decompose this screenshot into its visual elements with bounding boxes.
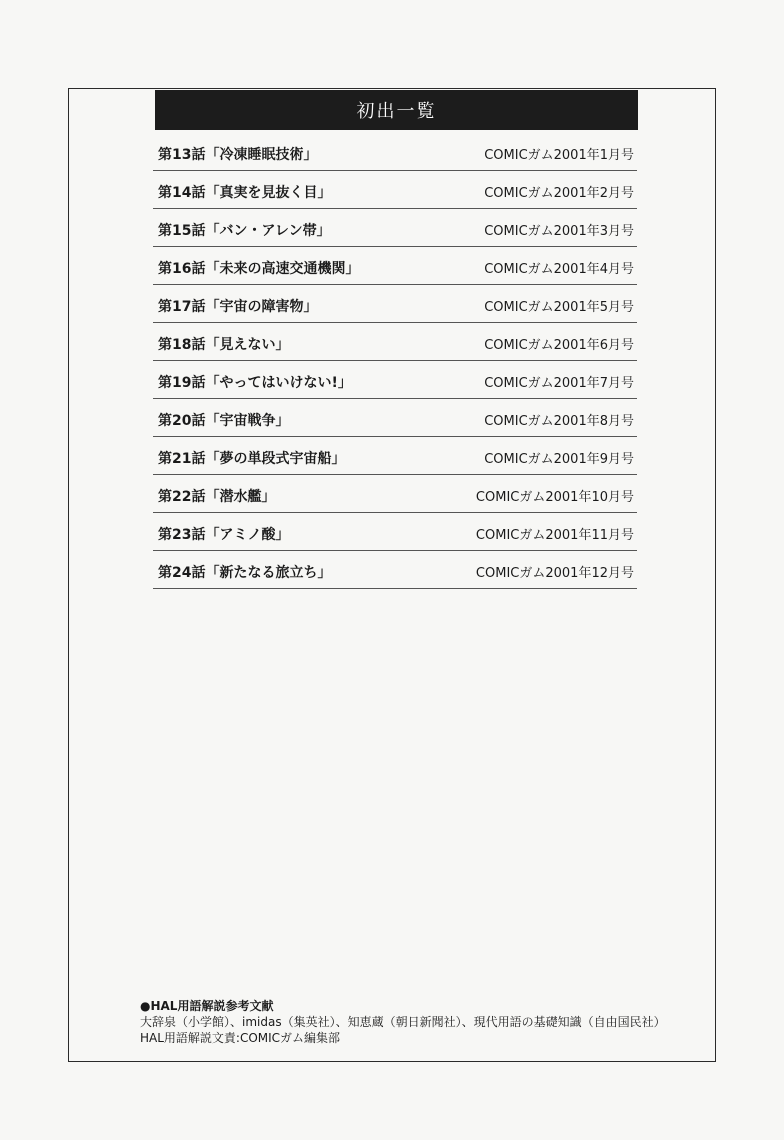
- publication-source: COMICガム2001年7月号: [484, 376, 634, 391]
- publication-source: COMICガム2001年12月号: [475, 566, 634, 581]
- references-credit: HAL用語解説文責:COMICガム編集部: [140, 1031, 341, 1045]
- publication-source: COMICガム2001年5月号: [484, 300, 634, 315]
- episode-title: 第23話「アミノ酸」: [158, 526, 290, 543]
- list-item: [153, 437, 637, 475]
- page-title: 初出一覧: [356, 101, 437, 122]
- publication-source: COMICガム2001年4月号: [484, 262, 634, 277]
- publication-source: COMICガム2001年10月号: [475, 490, 634, 505]
- episode-title: 第15話「バン・アレン帯」: [158, 222, 331, 239]
- publication-source: COMICガム2001年8月号: [484, 414, 634, 429]
- list-item: [153, 399, 637, 437]
- list-item: [153, 513, 637, 551]
- list-item: [153, 551, 637, 589]
- publication-source: COMICガム2001年3月号: [484, 224, 634, 239]
- episode-title: 第17話「宇宙の障害物」: [158, 298, 318, 315]
- episode-title: 第16話「未来の高速交通機関」: [158, 260, 360, 277]
- list-item: [153, 171, 637, 209]
- list-header: [155, 90, 638, 130]
- list-item: [153, 133, 637, 171]
- list-item: [153, 209, 637, 247]
- episode-title: 第13話「冷凍睡眠技術」: [158, 146, 318, 163]
- publication-source: COMICガム2001年1月号: [484, 148, 634, 163]
- publication-source: COMICガム2001年6月号: [484, 338, 634, 353]
- list-item: [153, 285, 637, 323]
- list-item: [153, 323, 637, 361]
- references-block: [140, 998, 700, 1046]
- episode-title: 第22話「潜水艦」: [158, 488, 276, 505]
- references-heading: ●HAL用語解説参考文献: [140, 999, 274, 1013]
- publication-source: COMICガム2001年9月号: [484, 452, 634, 467]
- references-sources: 大辞泉（小学館）、imidas（集英社）、知恵蔵（朝日新聞社）、現代用語の基礎知識（自由国民社）: [140, 1015, 666, 1029]
- episode-title: 第19話「やってはいけない!」: [158, 374, 352, 391]
- episode-title: 第18話「見えない」: [158, 336, 290, 353]
- publication-source: COMICガム2001年2月号: [484, 186, 634, 201]
- publication-source: COMICガム2001年11月号: [475, 528, 634, 543]
- list-item: [153, 361, 637, 399]
- episode-title: 第14話「真実を見抜く目」: [158, 184, 332, 201]
- episode-title: 第24話「新たなる旅立ち」: [158, 564, 332, 581]
- episode-title: 第20話「宇宙戦争」: [158, 412, 290, 429]
- list-item: [153, 247, 637, 285]
- publication-list: [153, 133, 637, 589]
- list-item: [153, 475, 637, 513]
- episode-title: 第21話「夢の単段式宇宙船」: [158, 450, 346, 467]
